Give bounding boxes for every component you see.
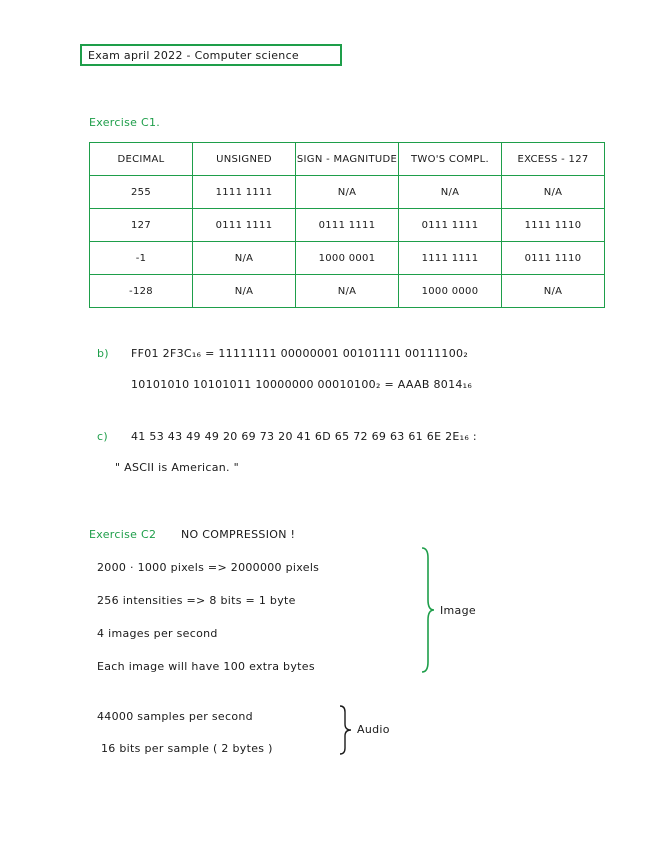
table-cell: N/A [502, 275, 605, 308]
part-c-label: c) [97, 430, 108, 443]
table-cell: 0111 1111 [296, 209, 399, 242]
table-cell: 0111 1111 [193, 209, 296, 242]
table-row [90, 209, 605, 242]
table-cell: 1111 1111 [399, 242, 502, 275]
table-cell: -1 [90, 242, 193, 275]
table-cell: N/A [193, 242, 296, 275]
table-cell: N/A [296, 275, 399, 308]
table-row [90, 275, 605, 308]
table-cell: 0111 1110 [502, 242, 605, 275]
table-cell: 1000 0001 [296, 242, 399, 275]
table-cell: N/A [193, 275, 296, 308]
image-brace-icon [418, 546, 438, 674]
header-twos-complement: TWO'S COMPL. [399, 143, 502, 176]
table-cell: 1000 0000 [399, 275, 502, 308]
image-line-1: 2000 · 1000 pixels => 2000000 pixels [97, 561, 320, 574]
table-cell: 127 [90, 209, 193, 242]
image-line-2: 256 intensities => 8 bits = 1 byte [97, 594, 296, 607]
header-sign-magnitude: SIGN - MAGNITUDE [296, 143, 399, 176]
table-cell: 1111 1111 [193, 176, 296, 209]
audio-line-1: 44000 samples per second [97, 710, 253, 723]
table-cell: 255 [90, 176, 193, 209]
part-b-line-2: 10101010 10101011 10000000 00010100₂ = AAAB 8014₁₆ [131, 378, 473, 391]
image-line-4: Each image will have 100 extra bytes [97, 660, 315, 673]
audio-brace-icon [336, 704, 356, 756]
part-c-line-1: 41 53 43 49 49 20 69 73 20 41 6D 65 72 69 63 61 6E 2E₁₆ : [131, 430, 477, 443]
part-b-line-1: FF01 2F3C₁₆ = 11111111 00000001 00101111 00111100₂ [131, 347, 469, 360]
table-cell: 1111 1110 [502, 209, 605, 242]
part-b-label: b) [97, 347, 109, 360]
table-header-row [90, 143, 605, 176]
table-cell: N/A [399, 176, 502, 209]
table-cell: N/A [296, 176, 399, 209]
part-c-line-2: " ASCII is American. " [115, 461, 240, 474]
conversion-table [89, 142, 605, 308]
page-title [80, 44, 342, 66]
table-cell: -128 [90, 275, 193, 308]
table-row [90, 242, 605, 275]
table-cell: N/A [502, 176, 605, 209]
audio-line-2: 16 bits per sample ( 2 bytes ) [101, 742, 273, 755]
image-label: Image [440, 604, 476, 617]
exercise-c1-heading: Exercise C1. [89, 116, 161, 129]
header-decimal: DECIMAL [90, 143, 193, 176]
audio-label: Audio [357, 723, 390, 736]
no-compression-note: NO COMPRESSION ! [181, 528, 296, 541]
table-cell: 0111 1111 [399, 209, 502, 242]
header-excess-127: EXCESS - 127 [502, 143, 605, 176]
title-text: Exam april 2022 - Computer science [88, 48, 299, 62]
table-row [90, 176, 605, 209]
header-unsigned: UNSIGNED [193, 143, 296, 176]
exercise-c2-heading: Exercise C2 [89, 528, 157, 541]
image-line-3: 4 images per second [97, 627, 218, 640]
